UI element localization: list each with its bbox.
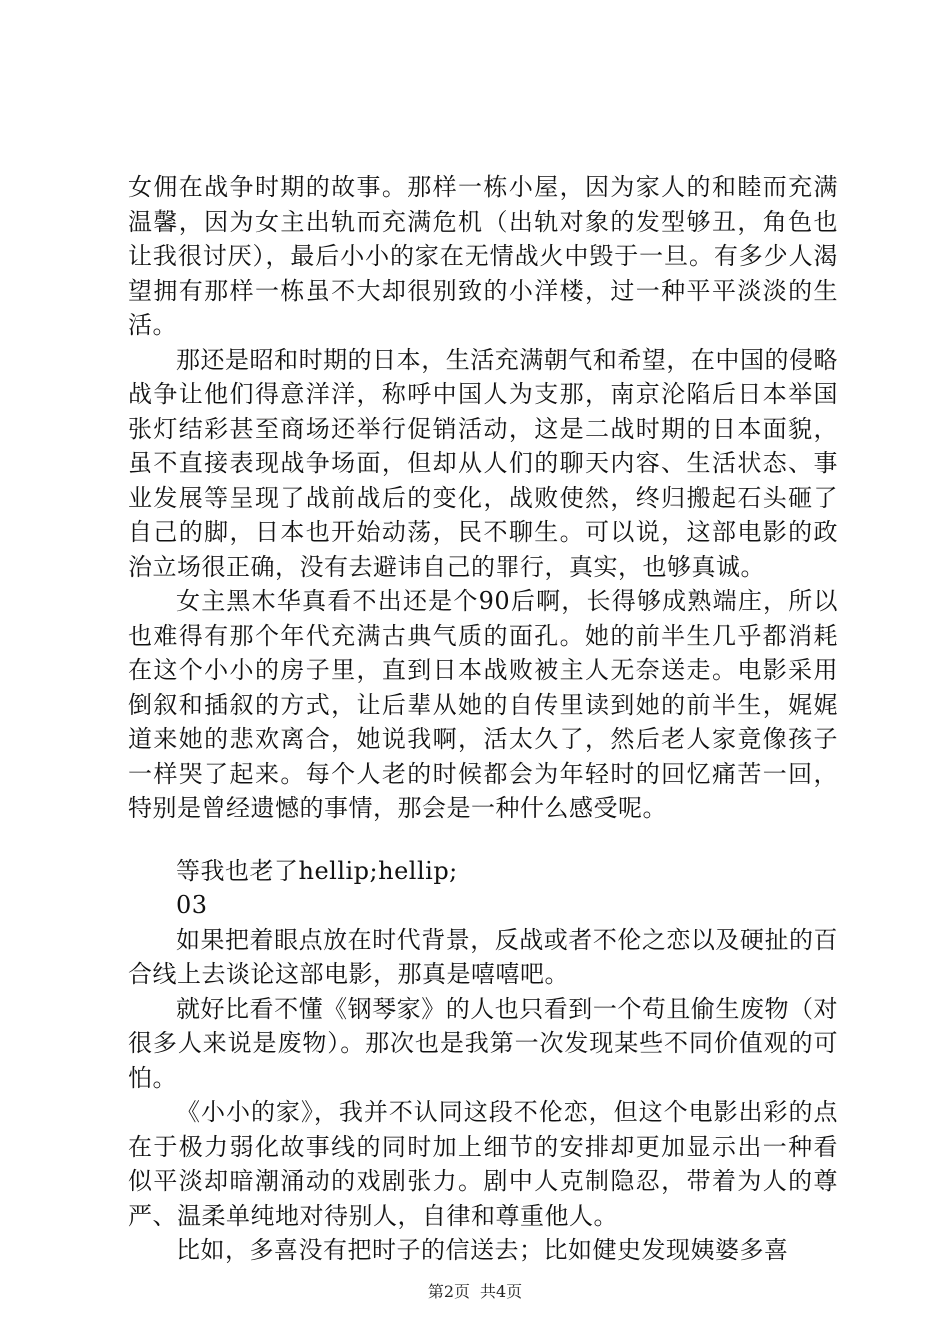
paragraph-8: 比如，多喜没有把时子的信送去；比如健史发现姨婆多喜 <box>176 1236 789 1264</box>
paragraph-1: 女佣在战争时期的故事。那样一栋小屋，因为家人的和睦而充满温馨，因为女主出轨而充满危机（出轨对象的发型够丑，角色也让我很讨厌），最后小小的家在无情战火中毁于一旦。有多少人渴望拥有那样一栋虽不大却很别致的小洋楼，过一种平平淡淡的生活。 <box>128 173 838 339</box>
paragraph-5: 如果把着眼点放在时代背景，反战或者不伦之恋以及硬扯的百合线上去谈论这部电影，那真是嘻嘻吧。 <box>128 925 838 988</box>
paragraph-4: 等我也老了hellip;hellip; <box>176 856 458 885</box>
page-total: 共4页 <box>480 1282 523 1301</box>
paragraph-6: 就好比看不懂《钢琴家》的人也只看到一个苟且偷生废物（对很多人来说是废物）。那次也是我第一次发现某些不同价值观的可怕。 <box>128 994 838 1092</box>
page-footer <box>0 1282 950 1302</box>
document-body <box>128 170 838 1268</box>
paragraph-7: 《小小的家》，我并不认同这段不伦恋，但这个电影出彩的点在于极力弱化故事线的同时加上细节的安排却更加显示出一种看似平淡却暗潮涌动的戏剧张力。剧中人克制隐忍，带着为人的尊严、温柔单纯地对待别人，自律和尊重他人。 <box>128 1098 838 1230</box>
page-number: 第2页 <box>427 1282 470 1301</box>
paragraph-2: 那还是昭和时期的日本，生活充满朝气和希望，在中国的侵略战争让他们得意洋洋，称呼中国人为支那，南京沦陷后日本举国张灯结彩甚至商场还举行促销活动，这是二战时期的日本面貌，虽不直接表现战争场面，但却从人们的聊天内容、生活状态、事业发展等呈现了战前战后的变化，战败使然，终归搬起石头砸了自己的脚，日本也开始动荡，民不聊生。可以说，这部电影的政治立场很正确，没有去避讳自己的罪行，真实，也够真诚。 <box>128 345 838 581</box>
section-number: 03 <box>176 891 208 919</box>
paragraph-3: 女主黑木华真看不出还是个90后啊，长得够成熟端庄，所以也难得有那个年代充满古典气质的面孔。她的前半生几乎都消耗在这个小小的房子里，直到日本战败被主人无奈送走。电影采用倒叙和插叙的方式，让后辈从她的自传里读到她的前半生，娓娓道来她的悲欢离合，她说我啊，活太久了，然后老人家竟像孩子一样哭了起来。每个人老的时候都会为年轻时的回忆痛苦一回，特别是曾经遗憾的事情，那会是一种什么感受呢。 <box>128 587 838 822</box>
